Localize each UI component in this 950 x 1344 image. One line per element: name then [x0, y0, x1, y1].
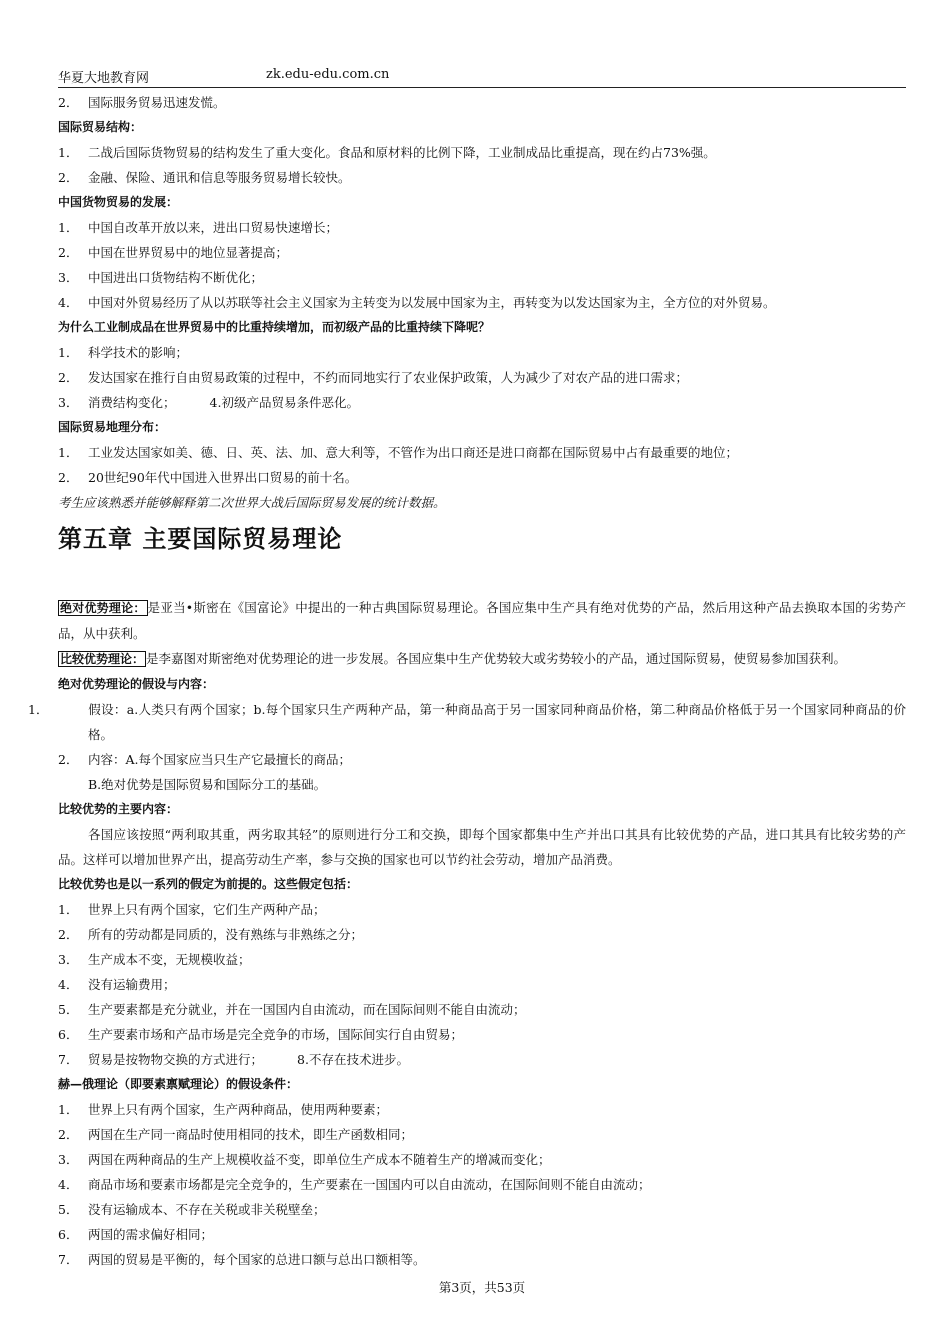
- list-item: 2． 国际服务贸易迅速发慌。: [58, 95, 226, 110]
- list-item: 5． 没有运输成本、不存在关税或非关税壁垒；: [58, 1202, 326, 1217]
- term-box: 比较优势理论：: [60, 652, 145, 666]
- list-item: 2． 金融、保险、通讯和信息等服务贸易增长较快。: [58, 170, 351, 185]
- definition-absolute-advantage: 绝对优势理论： 是亚当•斯密在《国富论》中提出的一种古典国际贸易理论。各国应集中生产具有绝对优势的产品，然后用这种产品去换取本国的劣势产品，从中获利。: [58, 600, 906, 641]
- header-site-name: 华夏大地教育网: [58, 71, 150, 86]
- page-header: [58, 67, 906, 88]
- list-item-continuation: B.绝对优势是国际贸易和国际分工的基础。: [88, 777, 327, 792]
- document-body: [28, 90, 906, 1272]
- section-heading: 绝对优势理论的假设与内容：: [58, 677, 215, 691]
- section-heading: 中国货物贸易的发展：: [58, 195, 179, 209]
- list-item: 1． 中国自改革开放以来，进出口贸易快速增长；: [58, 220, 339, 235]
- list-item: 1． 世界上只有两个国家，它们生产两种产品；: [58, 902, 326, 917]
- chapter-title: 第五章 主要国际贸易理论: [58, 525, 343, 553]
- study-note: 考生应该熟悉并能够解释第二次世界大战后国际贸易发展的统计数据。: [58, 495, 446, 510]
- list-item: 1． 假设：a.人类只有两个国家；b.每个国家只生产两种产品，第一种商品高于另一国家同种商品价格，第二种商品价格低于另一个国家同种商品的价格。: [28, 702, 906, 742]
- list-item: 1． 科学技术的影响；: [58, 345, 189, 360]
- section-heading: 国际贸易结构：: [58, 120, 143, 134]
- list-item: 2． 20世纪90年代中国进入世界出口贸易的前十名。: [58, 470, 358, 485]
- list-item: 1． 工业发达国家如美、德、日、英、法、加、意大利等，不管作为出口商还是进口商都在国际贸易中占有最重要的地位；: [58, 445, 739, 460]
- section-heading: 为什么工业制成品在世界贸易中的比重持续增加，而初级产品的比重持续下降呢？: [58, 320, 491, 334]
- list-item: 2． 发达国家在推行自由贸易政策的过程中，不约而同地实行了农业保护政策，人为减少了对农产品的进口需求；: [58, 370, 689, 385]
- list-item: 1． 二战后国际货物贸易的结构发生了重大变化。食品和原材料的比例下降，工业制成品比重提高，现在约占73%强。: [58, 145, 716, 160]
- list-item: 4． 商品市场和要素市场都是完全竞争的，生产要素在一国国内可以自由流动，在国际间则不能自由流动；: [58, 1177, 651, 1192]
- list-item: 4． 没有运输费用；: [58, 977, 176, 992]
- list-item: 4． 中国对外贸易经历了从以苏联等社会主义国家为主转变为以发展中国家为主，再转变为以发达国家为主，全方位的对外贸易。: [58, 295, 776, 310]
- list-item: 6． 生产要素市场和产品市场是完全竞争的市场，国际间实行自由贸易；: [58, 1027, 464, 1042]
- header-url[interactable]: zk.edu-edu.com.cn: [266, 67, 390, 82]
- list-item: 3． 生产成本不变，无规模收益；: [58, 952, 251, 967]
- definition-comparative-advantage: 比较优势理论： 是李嘉图对斯密绝对优势理论的进一步发展。各国应集中生产优势较大或劣势较小的产品，通过国际贸易，使贸易参加国获利。: [60, 651, 847, 666]
- list-item: 2． 两国在生产同一商品时使用相同的技术，即生产函数相同；: [58, 1127, 414, 1142]
- list-item: 6． 两国的需求偏好相同；: [58, 1227, 214, 1242]
- term-box: 绝对优势理论：: [60, 601, 146, 615]
- list-item: 7． 贸易是按物物交换的方式进行； 8.不存在技术进步。: [58, 1052, 409, 1067]
- list-item: 5． 生产要素都是充分就业，并在一国国内自由流动，而在国际间则不能自由流动；: [58, 1002, 526, 1017]
- section-heading: 赫—俄理论（即要素禀赋理论）的假设条件：: [58, 1077, 299, 1091]
- page-footer: 第3页，共53页: [438, 1280, 526, 1295]
- section-heading: 比较优势也是以一系列的假定为前提的。这些假定包括：: [58, 877, 359, 891]
- list-item: 2． 内容：A.每个国家应当只生产它最擅长的商品；: [58, 752, 352, 767]
- section-heading: 比较优势的主要内容：: [58, 802, 179, 816]
- list-item: 1． 世界上只有两个国家，生产两种商品，使用两种要素；: [58, 1102, 389, 1117]
- list-item: 3． 两国在两种商品的生产上规模收益不变，即单位生产成本不随着生产的增减而变化；: [58, 1152, 551, 1167]
- list-item: 3． 中国进出口货物结构不断优化；: [58, 270, 264, 285]
- section-heading: 国际贸易地理分布：: [58, 420, 167, 434]
- list-item: 2． 中国在世界贸易中的地位显著提高；: [58, 245, 289, 260]
- list-item: 2． 所有的劳动都是同质的，没有熟练与非熟练之分；: [58, 927, 364, 942]
- list-item: 3． 消费结构变化； 4.初级产品贸易条件恶化。: [58, 395, 359, 410]
- paragraph: 各国应该按照“两利取其重，两劣取其轻”的原则进行分工和交换，即每个国家都集中生产并出口其具有比较优势的产品，进口其具有比较劣势的产品。这样可以增加世界产出，提高劳动生产率，参与交换的国家也可以节约社会劳动，增加产品消费。: [58, 827, 906, 867]
- list-item: 7． 两国的贸易是平衡的，每个国家的总进口额与总出口额相等。: [58, 1252, 426, 1267]
